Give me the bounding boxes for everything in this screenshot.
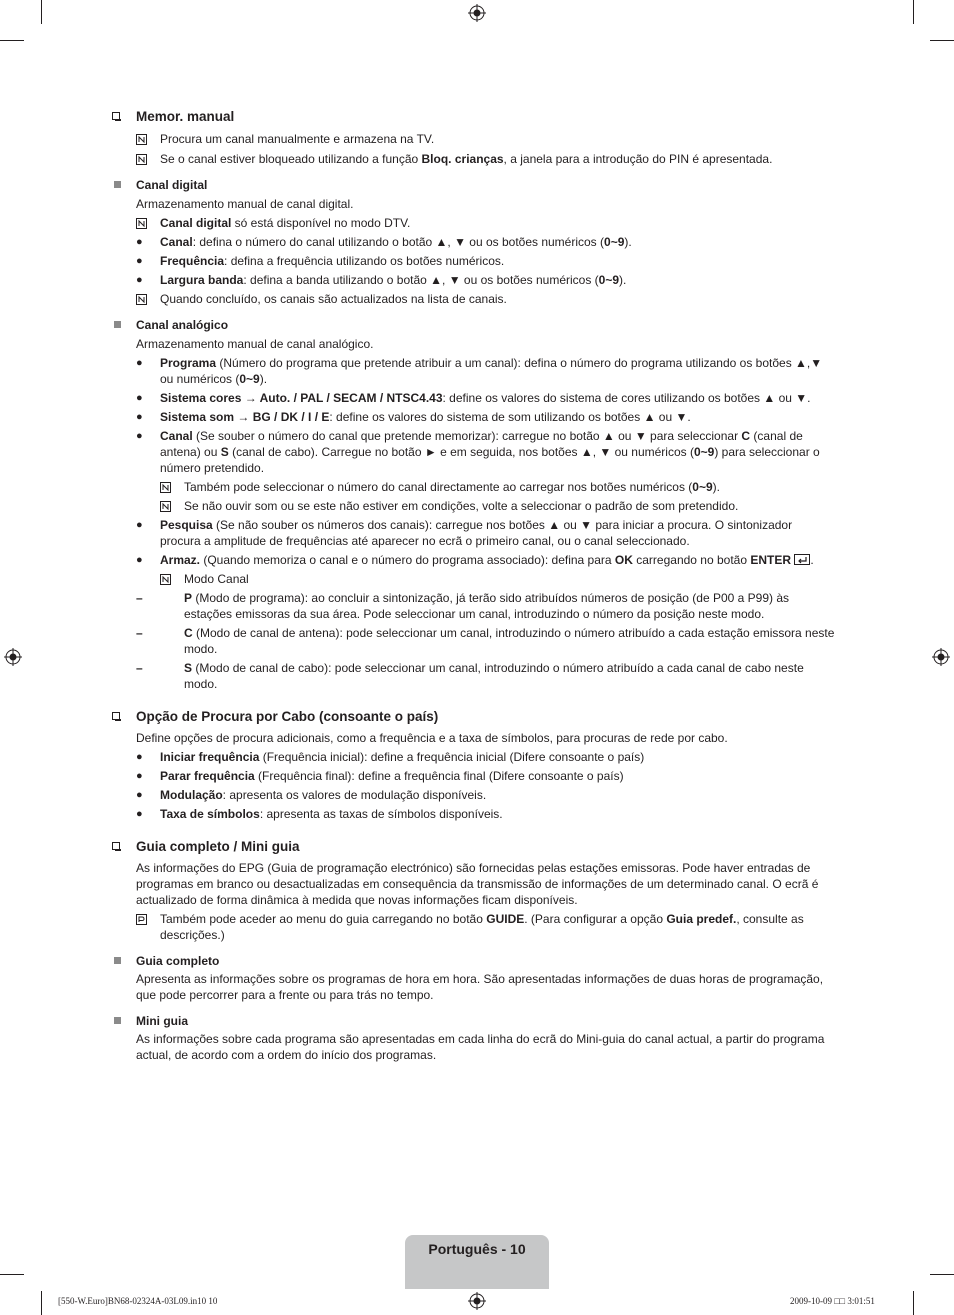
crop-mark bbox=[41, 0, 42, 24]
paragraph: As informações sobre cada programa são apresentadas em cada linha do ecrã do Mini-guia do canal actual, a partir do programa actual, de acordo com a ordem do início dos programas. bbox=[136, 1032, 825, 1062]
list-item: ● Largura banda: defina a banda utilizando o botão ▲, ▼ ou os botões numéricos (0~9). bbox=[136, 273, 627, 287]
dash-bullet: – bbox=[136, 661, 143, 675]
bullet-icon: ● bbox=[136, 357, 143, 369]
page-number-tab bbox=[405, 1235, 549, 1289]
paragraph: Apresenta as informações sobre os programas de hora em hora. São apresentadas informações de duas horas de programação, que pode percorrer para a frente ou para trás no tempo. bbox=[136, 972, 824, 1002]
note-item: Também pode aceder ao menu do guia carregando no botão GUIDE. (Para configurar a opção Guia predef., consulte as descrições.) bbox=[112, 911, 836, 943]
checkbox-bullet-icon bbox=[112, 712, 120, 720]
page-number-label: Português - 10 bbox=[428, 1241, 526, 1257]
note-item: Modo Canal bbox=[112, 571, 836, 587]
note-item: Canal digital só está disponível no modo DTV. bbox=[112, 215, 836, 231]
list-item: ● Programa (Número do programa que pretende atribuir a um canal): defina o número do programa utilizando os botões ▲,▼ ou numéricos (0~9). bbox=[136, 356, 823, 386]
note-item: Se o canal estiver bloqueado utilizando a função Bloq. crianças, a janela para a introdução do PIN é apresentada. bbox=[112, 151, 836, 167]
tip-icon bbox=[136, 914, 147, 925]
list-item: ● Armaz. (Quando memoriza o canal e o número do programa associado): defina para OK carregando no botão ENTER . bbox=[136, 553, 814, 567]
paragraph: Define opções de procura adicionais, como a frequência e a taxa de símbolos, para procuras de rede por cabo. bbox=[136, 731, 728, 745]
note-icon bbox=[160, 501, 171, 512]
crop-mark bbox=[41, 1291, 42, 1315]
crop-mark bbox=[0, 40, 24, 41]
bullet-icon: ● bbox=[136, 808, 143, 820]
note-icon bbox=[136, 218, 147, 229]
square-bullet-icon bbox=[114, 181, 121, 188]
section-heading-memor-manual: Memor. manual bbox=[112, 108, 836, 126]
section-heading-guia: Guia completo / Mini guia bbox=[112, 838, 836, 856]
note-icon bbox=[136, 154, 147, 165]
crop-mark bbox=[913, 1291, 914, 1315]
crop-mark bbox=[930, 40, 954, 41]
square-bullet-icon bbox=[114, 957, 121, 964]
enter-key-icon bbox=[794, 554, 810, 565]
bullet-icon: ● bbox=[136, 430, 143, 442]
print-slug-left: [550-W.Euro]BN68-02324A-03L09.in10 10 bbox=[58, 1296, 218, 1306]
subsection-heading-canal-digital: Canal digital bbox=[112, 177, 836, 193]
list-item: ● Modulação: apresenta os valores de modulação disponíveis. bbox=[136, 788, 487, 802]
bullet-icon: ● bbox=[136, 274, 143, 286]
bullet-icon: ● bbox=[136, 392, 143, 404]
list-item: – S (Modo de canal de cabo): pode seleccionar um canal, introduzindo o número atribuído a cada canal de cabo neste modo. bbox=[136, 661, 804, 691]
dash-bullet: – bbox=[136, 591, 143, 605]
bullet-icon: ● bbox=[136, 751, 143, 763]
crop-mark bbox=[0, 1274, 24, 1275]
list-item: – C (Modo de canal de antena): pode seleccionar um canal, introduzindo o número atribuído a cada estação emissora neste modo. bbox=[136, 626, 835, 656]
list-item: ● Canal (Se souber o número do canal que pretende memorizar): carregue no botão ▲ ou ▼ para seleccionar C (canal de antena) ou S (canal de cabo). Carregue no botão ► e em seguida, nos botões ▲, ▼ ou numéricos (0~9) para seleccionar o número pretendido. bbox=[136, 429, 820, 475]
subsection-heading-mini-guia: Mini guia bbox=[112, 1013, 836, 1029]
checkbox-bullet-icon bbox=[112, 112, 120, 120]
paragraph: Armazenamento manual de canal digital. bbox=[136, 197, 354, 211]
list-item: ● Taxa de símbolos: apresenta as taxas de símbolos disponíveis. bbox=[136, 807, 503, 821]
list-item: – P (Modo de programa): ao concluir a sintonização, já terão sido atribuídos números de posição (de P00 a P99) às estações emissoras da sua área. Pode seleccionar um canal, introduzindo o número da posição neste modo. bbox=[136, 591, 790, 621]
note-icon bbox=[136, 134, 147, 145]
list-item: ● Pesquisa (Se não souber os números dos canais): carregue nos botões ▲ ou ▼ para iniciar a procura. O sintonizador procura a amplitude de frequências até aparecer no ecrã o primeiro canal, ou o canal seleccionado. bbox=[136, 518, 793, 548]
bullet-icon: ● bbox=[136, 770, 143, 782]
bullet-icon: ● bbox=[136, 255, 143, 267]
checkbox-bullet-icon bbox=[112, 842, 120, 850]
list-item: ● Sistema som → BG / DK / I / E: define os valores do sistema de som utilizando os botões ▲ ou ▼. bbox=[136, 410, 691, 424]
paragraph: As informações do EPG (Guia de programação electrónico) são fornecidas pelas estações emissoras. Pode haver entradas de programas em branco ou desactualizadas em consequência da transmissão de informações de um determinado canal. O ecrã é actualizado de forma dinâmica à medida que novas informações ficam disponíveis. bbox=[136, 861, 819, 907]
bullet-icon: ● bbox=[136, 554, 143, 566]
dash-bullet: – bbox=[136, 626, 143, 640]
subsection-heading-guia-completo: Guia completo bbox=[112, 953, 836, 969]
note-item: Quando concluído, os canais são actualizados na lista de canais. bbox=[112, 291, 836, 307]
note-item: Se não ouvir som ou se este não estiver em condições, volte a seleccionar o padrão de som pretendido. bbox=[112, 498, 836, 514]
list-item: ● Frequência: defina a frequência utilizando os botões numéricos. bbox=[136, 254, 505, 268]
square-bullet-icon bbox=[114, 321, 121, 328]
paragraph: Armazenamento manual de canal analógico. bbox=[136, 337, 374, 351]
crop-mark bbox=[930, 1274, 954, 1275]
print-slug-right: 2009-10-09 □□ 3:01:51 bbox=[790, 1296, 875, 1306]
square-bullet-icon bbox=[114, 1017, 121, 1024]
list-item: ● Canal: defina o número do canal utilizando o botão ▲, ▼ ou os botões numéricos (0~9). bbox=[136, 235, 632, 249]
bullet-icon: ● bbox=[136, 236, 143, 248]
note-icon bbox=[160, 482, 171, 493]
registration-mark-icon bbox=[468, 4, 486, 22]
registration-mark-icon bbox=[4, 648, 22, 666]
list-item: ● Parar frequência (Frequência final): define a frequência final (Difere consoante o país) bbox=[136, 769, 624, 783]
list-item: ● Iniciar frequência (Frequência inicial): define a frequência inicial (Difere consoante o país) bbox=[136, 750, 645, 764]
note-item: Procura um canal manualmente e armazena na TV. bbox=[112, 131, 836, 147]
note-item: Também pode seleccionar o número do canal directamente ao carregar nos botões numéricos (0~9). bbox=[112, 479, 836, 495]
list-item: ● Sistema cores → Auto. / PAL / SECAM / NTSC4.43: define os valores do sistema de cores utilizando os botões ▲ ou ▼. bbox=[136, 391, 811, 405]
bullet-icon: ● bbox=[136, 411, 143, 423]
note-icon bbox=[160, 574, 171, 585]
registration-mark-icon bbox=[468, 1292, 486, 1310]
bullet-icon: ● bbox=[136, 789, 143, 801]
registration-mark-icon bbox=[932, 648, 950, 666]
crop-mark bbox=[913, 0, 914, 24]
page-content bbox=[112, 108, 836, 1063]
note-icon bbox=[136, 294, 147, 305]
subsection-heading-canal-analogico: Canal analógico bbox=[112, 317, 836, 333]
bullet-icon: ● bbox=[136, 519, 143, 531]
section-heading-opcao-procura: Opção de Procura por Cabo (consoante o país) bbox=[112, 708, 836, 726]
